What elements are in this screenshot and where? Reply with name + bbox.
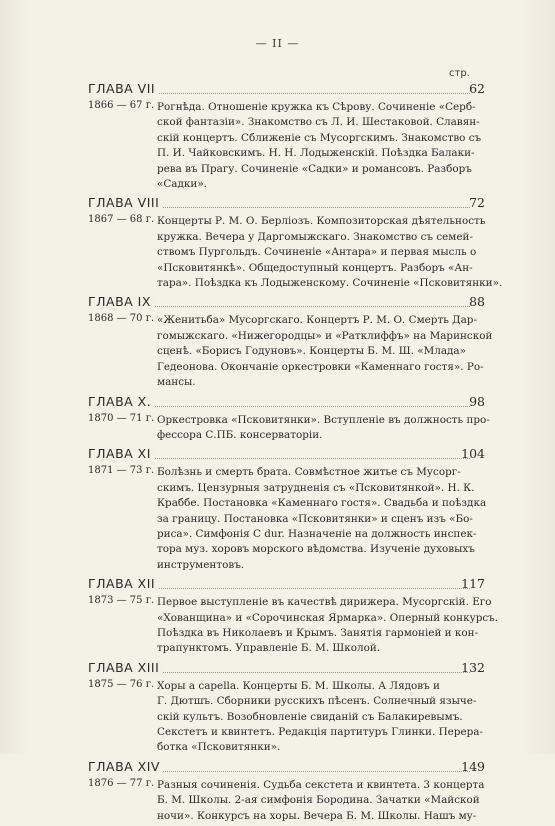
chapter-title: ГЛАВА IX xyxy=(88,294,154,309)
chapter-title: ГЛАВА X. xyxy=(88,394,154,409)
chapter-description xyxy=(157,214,503,291)
chapter-summary xyxy=(0,595,555,657)
chapter-years: 1875 — 76 г. xyxy=(88,678,155,690)
description-line: скій культъ. Возобновленіе свиданій съ Балакиревымъ. xyxy=(157,710,463,723)
toc-entry-heading xyxy=(88,293,485,313)
description-line: П. И. Чайковскимъ. Н. Н. Лодыженскій. Поѣздка Балаки- xyxy=(157,147,475,160)
toc-entry-heading xyxy=(88,445,485,465)
description-line: Оркестровка «Псковитянки». Вступленіе въ должность про- xyxy=(157,413,490,426)
description-line: Б. М. Школы. 2-ая симфонія Бородина. Зачатки «Майской xyxy=(157,794,480,807)
toc-entry xyxy=(0,575,555,657)
toc-entry-heading xyxy=(88,758,485,778)
description-line: ботка «Псковитянки». xyxy=(157,741,281,754)
chapter-description xyxy=(157,313,493,390)
description-line: «Садки». xyxy=(157,178,207,191)
chapter-title: ГЛАВА XIII xyxy=(88,660,162,675)
toc-entry xyxy=(0,659,555,756)
description-line: рева въ Прагу. Сочиненіе «Садки» и романсовъ. Разборъ xyxy=(157,162,472,175)
description-line: Разныя сочиненія. Судьба секстета и квинтета. 3 концерта xyxy=(157,778,485,791)
chapter-summary xyxy=(0,778,555,824)
chapter-title: ГЛАВА XI xyxy=(88,446,154,461)
chapter-summary xyxy=(0,214,555,291)
chapter-summary xyxy=(0,679,555,756)
chapter-description xyxy=(157,679,483,756)
description-line: Болѣзнь и смерть брата. Совмѣстное житье съ Мусорг- xyxy=(157,466,461,479)
toc-entry-heading xyxy=(88,194,485,214)
description-line: скимъ. Цензурныя затрудненія съ «Псковитянкой». Н. К. xyxy=(157,481,475,494)
chapter-title: ГЛАВА XIV xyxy=(88,759,163,774)
description-line: Рогнѣда. Отношеніе кружка къ Сѣрову. Сочиненіе «Серб- xyxy=(157,101,476,113)
description-line: «Псковитянкѣ». Общедоступный концертъ. Разборъ «Ан- xyxy=(157,261,473,274)
chapter-description xyxy=(157,100,482,192)
chapter-years: 1873 — 75 г. xyxy=(88,595,155,607)
chapter-page-number: 88 xyxy=(469,294,485,310)
table-of-contents xyxy=(0,80,555,826)
toc-entry-heading xyxy=(88,659,485,679)
chapter-description xyxy=(157,465,487,573)
description-line: мансы. xyxy=(157,376,196,389)
description-line: кружка. Вечера у Даргомыжскаго. Знакомство съ семей- xyxy=(157,230,473,243)
chapter-years: 1866 — 67 г. xyxy=(88,100,155,111)
description-line: ствомъ Пургольдъ. Сочиненіе «Антара» и первая мысль о xyxy=(157,246,477,259)
description-line: тара». Поѣздка къ Лодыженскому. Сочиненіе «Псковитянки». xyxy=(157,277,503,290)
description-line: риса». Симфонія C dur. Назначеніе на должность инспек- xyxy=(157,527,477,540)
chapter-summary xyxy=(0,413,555,444)
description-line: Г. Дютшъ. Сборники русскихъ пѣсенъ. Солнечный языче- xyxy=(157,695,477,708)
chapter-description xyxy=(157,413,490,444)
description-line: Хоры a capella. Концерты Б. М. Школы. А Лядовъ и xyxy=(157,679,440,692)
toc-entry xyxy=(0,293,555,390)
chapter-page-number: 62 xyxy=(469,81,485,96)
toc-entry xyxy=(0,758,555,824)
chapter-title: ГЛАВА XII xyxy=(88,576,158,591)
description-line: Концерты Р. М. О. Берліозъ. Композиторская дѣятельность xyxy=(157,215,486,228)
toc-entry-heading xyxy=(88,575,485,595)
description-line: фессора С.ПБ. консерваторіи. xyxy=(157,428,323,441)
toc-entry xyxy=(0,80,555,192)
chapter-title: ГЛАВА VII xyxy=(88,81,158,96)
description-line: ской фантазіи». Знакомство съ Л. И. Шестаковой. Славян- xyxy=(157,116,480,129)
description-line: тора муз. хоровъ морского вѣдомства. Изученіе духовыхъ xyxy=(157,543,475,556)
description-line: Первое выступленіе въ качествѣ дирижера. Мусоргскій. Его xyxy=(157,596,492,609)
chapter-page-number: 98 xyxy=(469,393,485,409)
chapter-years: 1876 — 77 г. xyxy=(88,777,155,789)
chapter-page-number: 117 xyxy=(461,576,485,592)
description-line: за границу. Постановка «Псковитянки» и сценъ изъ «Бо- xyxy=(157,512,473,525)
chapter-summary xyxy=(0,100,555,192)
chapter-years: 1871 — 73 г. xyxy=(88,465,155,477)
description-line: «Женитьба» Мусоргскаго. Концертъ Р. М. О. Смерть Дар- xyxy=(157,314,477,327)
description-line: скій концертъ. Сближеніе съ Мусоргскимъ. Знакомство съ xyxy=(157,131,482,144)
chapter-title: ГЛАВА VIII xyxy=(88,195,162,210)
chapter-description xyxy=(157,595,499,657)
chapter-page-number: 132 xyxy=(461,659,485,675)
description-line: Поѣздка въ Николаевъ и Крымъ. Занятія гармоніей и кон- xyxy=(157,626,479,639)
chapter-page-number: 149 xyxy=(461,758,485,774)
toc-entry-heading xyxy=(88,80,485,100)
description-line: Краббе. Постановка «Каменнаго гостя». Свадьба и поѣздка xyxy=(157,497,487,510)
chapter-summary xyxy=(0,313,555,390)
chapter-page-number: 72 xyxy=(469,195,485,211)
description-line: инструментовъ. xyxy=(157,558,245,571)
description-line: ночи». Конкурсъ на хоры. Вечера Б. М. Школы. Нашъ му- xyxy=(157,809,477,822)
toc-entry xyxy=(0,445,555,573)
page-column-label: стр. xyxy=(449,68,470,79)
toc-entry-heading xyxy=(88,393,485,413)
page-number: — II — xyxy=(255,37,300,50)
description-line: гомыжскаго. «Нижегородцы» и «Ратклиффъ» на Маринской xyxy=(157,329,493,342)
description-line: «Хованщина» и «Сорочинская Ярмарка». Оперный конкурсъ. xyxy=(157,611,499,624)
description-line: Секстетъ и квинтетъ. Редакція партитуръ Глинки. Перера- xyxy=(157,726,483,738)
description-line: Гедеонова. Окончаніе оркестровки «Каменнаго гостя». Ро- xyxy=(157,360,484,373)
chapter-years: 1870 — 71 г. xyxy=(88,412,155,424)
description-line: трапунктомъ. Управленіе Б. М. Школой. xyxy=(157,642,381,655)
chapter-years: 1868 — 70 г. xyxy=(88,313,155,325)
chapter-years: 1867 — 68 г. xyxy=(88,214,155,226)
toc-entry xyxy=(0,393,555,444)
description-line: сценѣ. «Борисъ Годуновъ». Концерты Б. М. Ш. «Млада» xyxy=(157,345,466,358)
chapter-description xyxy=(157,778,485,824)
chapter-summary xyxy=(0,465,555,573)
toc-entry xyxy=(0,194,555,291)
chapter-page-number: 104 xyxy=(461,446,485,462)
